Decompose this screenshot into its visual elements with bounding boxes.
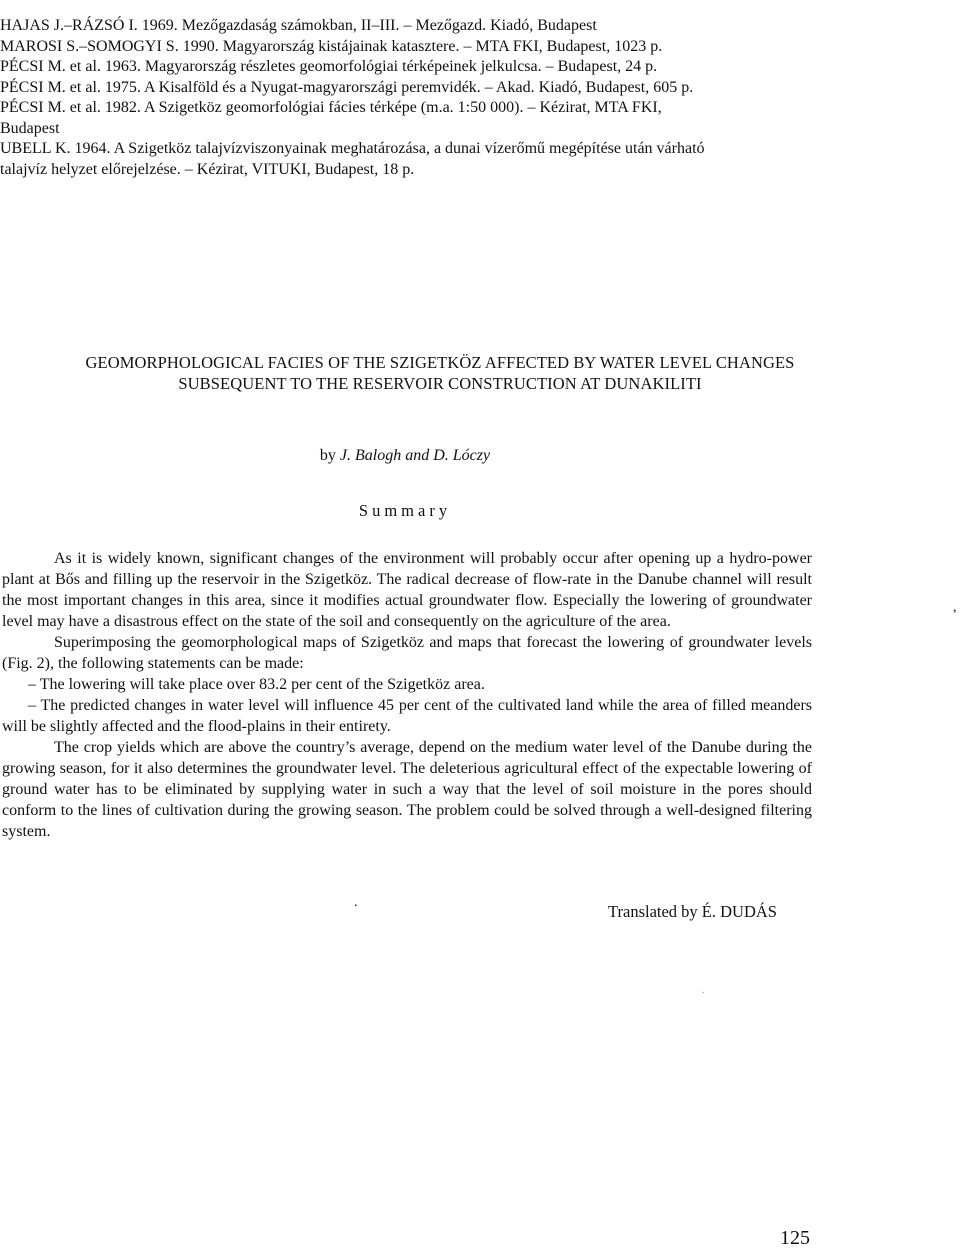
reference-line: PÉCSI M. et al. 1975. A Kisalföld és a Nyugat-magyarországi peremvidék. – Akad. Kiadó, Budapest, 605 p.	[0, 78, 694, 96]
reference-item	[0, 37, 900, 58]
summary-paragraph: As it is widely known, significant changes of the environment will probably occur after opening up a hydro-power plant at Bős and filling up the reservoir in the Szigetköz. The radical decrease of flow-rate in the Danube channel will result the most important changes in this area, since it modifies actual groundwater flow. Especially the lowering of groundwater level may have a disastrous effect on the state of the soil and consequently on the agriculture of the area.	[2, 550, 812, 630]
title-line-1: GEOMORPHOLOGICAL FACIES OF THE SZIGETKÖZ AFFECTED BY WATER LEVEL CHANGES	[85, 353, 795, 372]
reference-line: MAROSI S.–SOMOGYI S. 1990. Magyarország kistájainak katasztere. – MTA FKI, Budapest, 1023 p.	[0, 37, 663, 55]
stray-mark: ,	[953, 600, 957, 615]
title-line-2: SUBSEQUENT TO THE RESERVOIR CONSTRUCTION AT DUNAKILITI	[178, 374, 702, 393]
reference-list	[0, 16, 900, 180]
author-prefix: by	[319, 447, 340, 464]
reference-item	[0, 78, 900, 99]
stray-mark: .	[702, 985, 705, 996]
article-title	[0, 352, 880, 394]
reference-line: Budapest	[0, 119, 60, 137]
reference-item	[0, 139, 900, 180]
summary-paragraph: Superimposing the geomorphological maps of Szigetköz and maps that forecast the lowering of groundwater levels (Fig. 2), the following statements can be made:	[2, 634, 812, 672]
author-line	[0, 447, 810, 465]
summary-bullet: – The lowering will take place over 83.2 per cent of the Szigetköz area.	[28, 676, 485, 693]
summary-heading: Summary	[358, 501, 452, 520]
reference-line: PÉCSI M. et al. 1982. A Szigetköz geomorfológiai fácies térképe (m.a. 1:50 000). – Kézirat, MTA FKI,	[0, 99, 662, 116]
reference-item	[0, 98, 900, 139]
reference-item	[0, 57, 900, 78]
page-number: 125	[780, 1227, 810, 1249]
stray-mark: .	[354, 895, 358, 910]
author-names: J. Balogh and D. Lóczy	[339, 447, 491, 464]
reference-line: PÉCSI M. et al. 1963. Magyarország részletes geomorfológiai térképeinek jelkulcsa. – Budapest, 24 p.	[0, 58, 658, 75]
reference-line: UBELL K. 1964. A Szigetköz talajvízviszonyainak meghatározása, a dunai vízerőmű megépítése után várható	[0, 140, 705, 157]
summary-paragraph: The crop yields which are above the country’s average, depend on the medium water level of the Danube during the growing season, for it also determines the groundwater level. The deleterious agricultural effect of the expectable lowering of ground water has to be eliminated by supplying water in such a way that the level of soil moisture in the pores should conform to the lines of cultivation during the growing season. The problem could be solved through a well-designed filtering system.	[2, 739, 812, 840]
summary-bullet: – The predicted changes in water level will influence 45 per cent of the cultivated land while the area of filled meanders will be slightly affected and the flood-plains in their entirety.	[2, 697, 812, 735]
reference-item	[0, 16, 900, 37]
translator-credit: Translated by É. DUDÁS	[608, 902, 777, 921]
reference-line: talajvíz helyzet előrejelzése. – Kézirat, VITUKI, Budapest, 18 p.	[0, 160, 415, 178]
reference-line: HAJAS J.–RÁZSÓ I. 1969. Mezőgazdaság számokban, II–III. – Mezőgazd. Kiadó, Budapest	[0, 17, 597, 34]
summary-body	[2, 548, 812, 842]
